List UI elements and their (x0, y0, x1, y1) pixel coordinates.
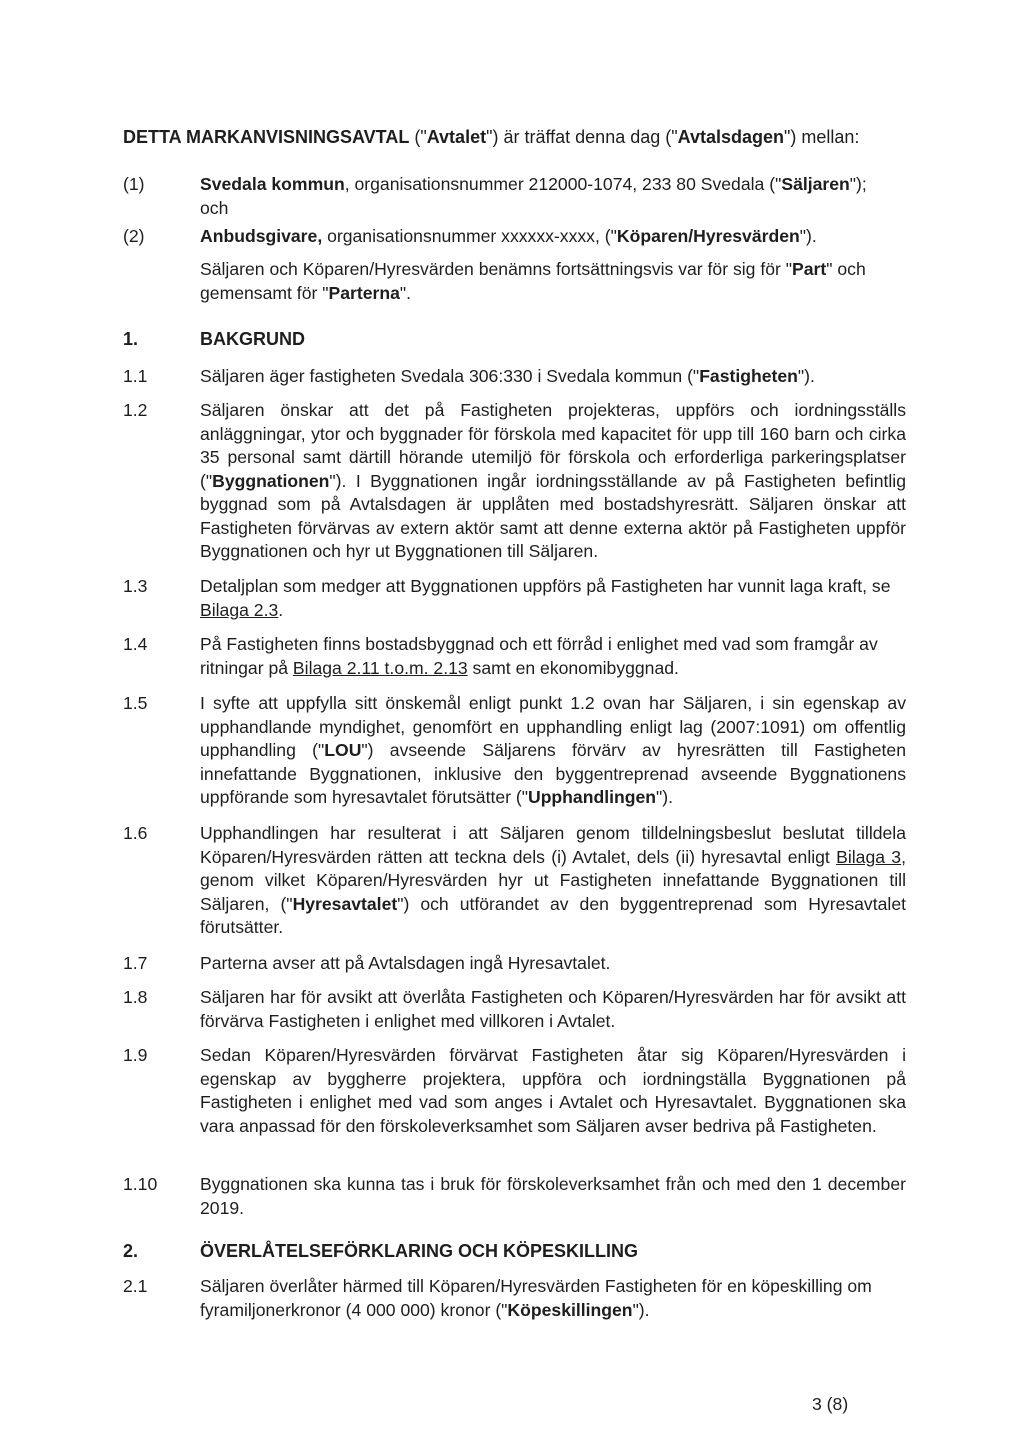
clause-1-9 (200, 1044, 906, 1138)
note-text: Säljaren och Köparen/Hyresvärden benämns fortsättningsvis var för sig för " (200, 259, 793, 279)
party-role: Köparen/Hyresvärden (616, 226, 800, 246)
intro-text: ") är träffat denna dag (" (486, 127, 678, 147)
annex-reference: Bilaga 2.11 t.o.m. 2.13 (292, 657, 468, 678)
clause-number: 1.2 (123, 400, 148, 420)
party-name: Svedala kommun (200, 174, 345, 194)
clause-1-5 (200, 692, 906, 810)
clause-1-7 (200, 952, 906, 976)
party-text: "). (799, 226, 817, 246)
clause-number: 1.10 (123, 1174, 158, 1194)
section-heading: BAKGRUND (200, 329, 305, 349)
defined-term: Fastigheten (699, 366, 798, 386)
note-text: " och gemensamt för " (200, 259, 866, 303)
clause-1-8 (200, 986, 906, 1033)
clause-1-4 (200, 633, 906, 680)
intro-text: (" (409, 127, 427, 147)
party-role: Säljaren (781, 174, 850, 194)
clause-number: 1.7 (123, 953, 148, 973)
annex-reference: Bilaga 2.3 (200, 599, 279, 620)
section-number: 2. (123, 1241, 139, 1261)
clause-text: "). (632, 1299, 650, 1320)
clause-text: På Fastigheten finns bostadsbyggnad och ett förråd i enlighet med vad som framgår av ritningar på (200, 634, 878, 678)
clause-number: 1.9 (123, 1045, 148, 1065)
intro-text: ") mellan: (784, 127, 860, 147)
clause-number: 1.3 (123, 576, 148, 596)
clause-text: Säljaren överlåter härmed till Köparen/Hyresvärden Fastigheten för en köpeskilling om fyramiljonerkronor (4 000 000) kronor (" (200, 1276, 872, 1320)
clause-number: 1.8 (123, 987, 148, 1007)
agreement-title: DETTA MARKANVISNINGSAVTAL (123, 127, 410, 147)
clause-text: Sedan Köparen/Hyresvärden förvärvat Fastigheten åtar sig Köparen/Hyresvärden i egenskap av byggherre projektera, uppföra och iordningställa Byggnationen på Fastigheten i enlighet med vad som anges i Avtalet och Hyresavtalet. Byggnationen ska vara anpassad för den förskoleverksamhet som Säljaren avser bedriva på Fastigheten. (200, 1045, 906, 1136)
defined-term: Köpeskillingen (507, 1299, 633, 1320)
defined-term: Byggnationen (212, 470, 330, 491)
clause-number: 1.6 (123, 823, 148, 843)
parties-note (200, 258, 900, 305)
party-name: Anbudsgivare, (200, 226, 323, 246)
section-number: 1. (123, 329, 139, 349)
clause-text: Säljaren har för avsikt att överlåta Fastigheten och Köparen/Hyresvärden har för avsikt att förvärva Fastigheten i enlighet med villkoren i Avtalet. (200, 987, 906, 1031)
clause-2-1 (200, 1275, 906, 1322)
note-text: ". (399, 282, 412, 303)
clause-1-2 (200, 399, 906, 564)
clause-text: "). (656, 787, 674, 807)
defined-term-parterna: Parterna (328, 282, 400, 303)
defined-term-avtalsdagen: Avtalsdagen (677, 127, 785, 147)
party-text: "); och (200, 174, 867, 218)
clause-1-10 (200, 1173, 906, 1220)
section-heading: ÖVERLÅTELSEFÖRKLARING OCH KÖPESKILLING (200, 1241, 639, 1261)
clause-number: 2.1 (123, 1276, 148, 1296)
clause-text: "). (797, 366, 815, 386)
clause-1-1 (200, 365, 906, 389)
clause-text: samt en ekonomibyggnad. (467, 657, 679, 678)
clause-text: I syfte att uppfylla sitt önskemål enligt punkt 1.2 ovan har Säljaren, i sin egenskap av upphandlande myndighet, genomfört en upphandling enligt lag (2007:1091) om offentlig upphandling (" (200, 693, 906, 760)
defined-term: Hyresavtalet (292, 893, 398, 914)
clause-text: ") avseende Säljarens förvärv av hyresrätten till Fastigheten innefattande Byggnationen, inklusive den byggentreprenad avseende Byggnationens uppförande som hyresavtalet förutsätter (" (200, 740, 906, 807)
defined-term-avtalet: Avtalet (426, 127, 487, 147)
defined-term: LOU (324, 740, 362, 760)
clause-text: , genom vilket Köparen/Hyresvärden hyr ut Fastigheten innefattande Byggnationen till Säljaren, (" (200, 846, 906, 914)
clause-number: 1.1 (123, 366, 148, 386)
clause-number: 1.4 (123, 634, 148, 654)
annex-reference: Bilaga 3 (836, 846, 902, 867)
clause-1-6 (200, 822, 906, 940)
intro-paragraph (123, 126, 913, 150)
clause-text: Upphandlingen har resulterat i att Säljaren genom tilldelningsbeslut beslutat tilldela Köparen/Hyresvärden rätten att teckna dels (i) Avtalet, dels (ii) hyresavtal enligt (200, 823, 906, 867)
clause-number: 1.5 (123, 693, 148, 713)
defined-term-part: Part (792, 259, 827, 279)
clause-1-3 (200, 575, 906, 622)
clause-text: Parterna avser att på Avtalsdagen ingå Hyresavtalet. (200, 953, 611, 973)
party-text: organisationsnummer xxxxxx-xxxx, (" (322, 226, 617, 246)
clause-text: . (278, 599, 284, 620)
clause-text: Detaljplan som medger att Byggnationen uppförs på Fastigheten har vunnit laga kraft, se (200, 576, 891, 596)
party-1-text (200, 173, 900, 220)
defined-term: Upphandlingen (527, 787, 657, 807)
clause-text: "). I Byggnationen ingår iordningsställande av på Fastigheten befintlig byggnad som på Avtalsdagen är upplåten med bostadshyresrätt. Säljaren önskar att Fastigheten förvärvas av extern aktör samt att denne externa aktör på Fastigheten uppför Byggnationen och hyr ut Byggnationen till Säljaren. (200, 470, 906, 561)
clause-text: ") och utförandet av den byggentreprenad som Hyresavtalet förutsätter. (200, 893, 906, 937)
clause-text: Säljaren önskar att det på Fastigheten projekteras, uppförs och iordningsställs anläggningar, ytor och byggnader för förskola med kapacitet för upp till 160 barn och cirka 35 personal samt därtill hörande utemiljö för förskola och erforderliga parkeringsplatser (" (200, 400, 906, 491)
clause-text: Säljaren äger fastigheten Svedala 306:330 i Svedala kommun (" (200, 366, 700, 386)
party-number: (2) (123, 226, 145, 246)
party-2-text (200, 225, 906, 249)
party-number: (1) (123, 174, 145, 194)
clause-text: Byggnationen ska kunna tas i bruk för förskoleverksamhet från och med den 1 december 2019. (200, 1174, 906, 1218)
party-text: , organisationsnummer 212000-1074, 233 80 Svedala (" (344, 174, 782, 194)
page-number: 3 (8) (812, 1394, 849, 1414)
